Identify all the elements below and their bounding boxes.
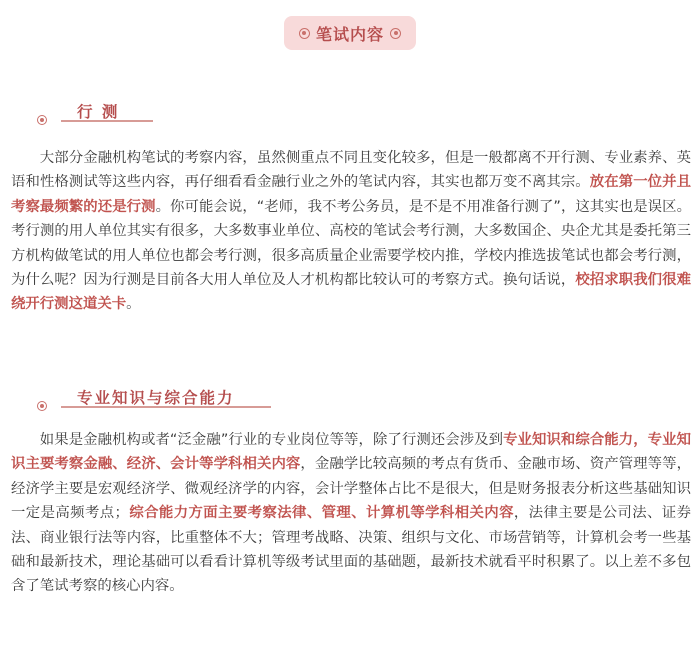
section-badge [284,16,416,50]
section-title: 行 测 [77,103,120,121]
badge-title: 笔试内容 [315,24,384,44]
highlighted-text: 专业知识和综合能力，专业知识主要考察金融、经济、会计等学科相关内容 [11,432,691,473]
highlighted-text: 校招求职我们很难绕开行测这道关卡 [11,272,691,313]
paragraph-xingce [11,146,691,317]
ring-icon [37,115,47,125]
body-text: ，金融学比较高频的考点有货币、金融市场、资产管理等等，经济学主要是宏观经济学、微观经济学的内容，会计学整体占比不是很大，但是财务报表分析这些基础知识一定是高频考点； [11,456,691,522]
ring-icon [37,401,47,411]
body-text: 大部分金融机构笔试的考察内容，虽然侧重点不同且变化较多，但是一般都离不开行测、专业素养、英语和性格测试等这些内容，再仔细看看金融行业之外的笔试内容，其实也都万变不离其宗。 [11,150,691,191]
paragraph-professional [11,428,691,599]
body-text: 如果是金融机构或者“泛金融”行业的专业岗位等等，除了行测还会涉及到 [39,432,504,448]
highlighted-text: 放在第一位并且考察最频繁的还是行测 [11,174,691,215]
ring-icon [390,28,401,39]
highlighted-text: 综合能力方面主要考察法律、管理、计算机等学科相关内容 [128,505,514,522]
section-title: 专业知识与综合能力 [77,389,235,407]
ring-icon [299,28,310,39]
section-header-xingce [37,100,257,140]
section-header-professional [37,386,257,426]
body-text: 。 [126,296,141,313]
body-text: 。你可能会说，“老师，我不考公务员，是不是不用准备行测了”，这其实也是误区。考行测的用人单位其实有很多，大多数事业单位、高校的笔试会考行测，大多数国企、央企尤其是委托第三方机构做笔试的用人单位也都会考行测，很多高质量企业需要学校内推，学校内推选拔笔试也都会考行测，为什么呢？因为行测是目前各大用人单位及人才机构都比较认可的考察方式。换句话说， [11,198,691,289]
body-text: ，法律主要是公司法、证券法、商业银行法等内容，比重整体不大；管理考战略、决策、组织与文化、市场营销等，计算机会考一些基础和最新技术，理论基础可以看看计算机等级考试里面的基础题，最新技术就看平时积累了。以上差不多包含了笔试考察的核心内容。 [11,505,691,595]
